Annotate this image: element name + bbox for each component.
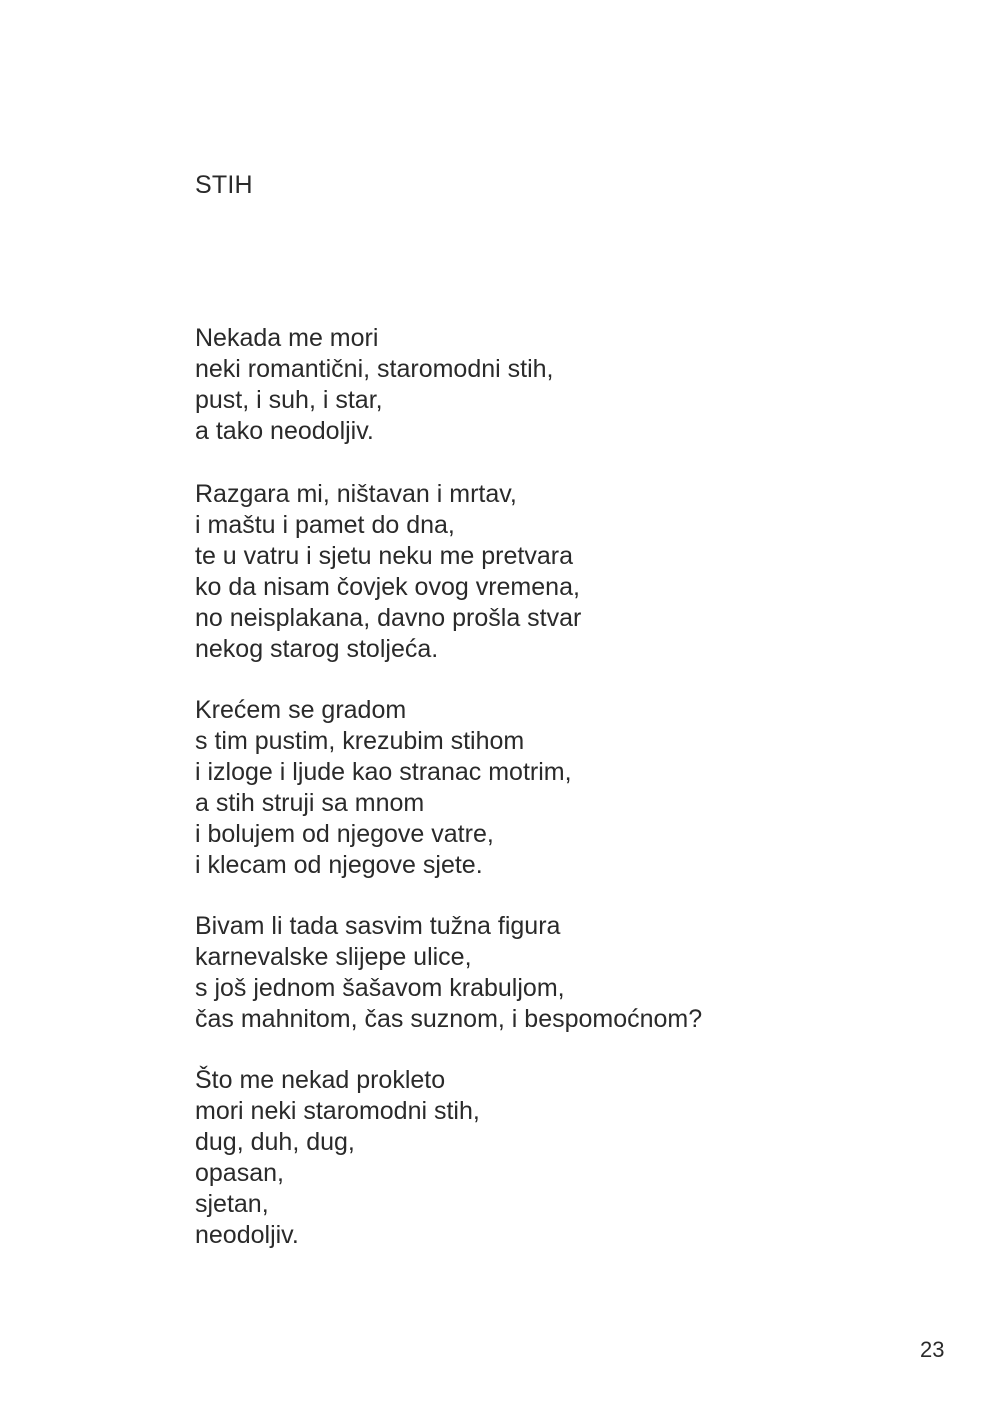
poem-line: i izloge i ljude kao stranac motrim, [195, 758, 572, 786]
poem-line: Nekada me mori [195, 324, 379, 352]
poem-line: mori neki staromodni stih, [195, 1097, 480, 1125]
poem-line: Krećem se gradom [195, 696, 407, 724]
poem-line: a tako neodoljiv. [195, 417, 374, 445]
poem-line: sjetan, [195, 1190, 269, 1218]
poem-line: neodoljiv. [195, 1221, 299, 1249]
poem-line: i maštu i pamet do dna, [195, 511, 455, 539]
poem-line: Razgara mi, ništavan i mrtav, [195, 480, 517, 508]
poem-line: neki romantični, staromodni stih, [195, 355, 554, 383]
poem-line: i bolujem od njegove vatre, [195, 820, 494, 848]
poem-line: opasan, [195, 1159, 284, 1187]
poem-line: dug, duh, dug, [195, 1128, 355, 1156]
stanza-3 [195, 695, 572, 881]
poem-line: s još jednom šašavom krabuljom, [195, 974, 565, 1002]
poem-line: no neisplakana, davno prošla stvar [195, 604, 582, 632]
poem-line: Bivam li tada sasvim tužna figura [195, 912, 561, 940]
poem-line: a stih struji sa mnom [195, 789, 425, 817]
poem-line: te u vatru i sjetu neku me pretvara [195, 542, 573, 570]
poem-line: čas mahnitom, čas suznom, i bespomoćnom? [195, 1005, 703, 1033]
poem-line: nekog starog stoljeća. [195, 635, 439, 663]
poem-line: ko da nisam čovjek ovog vremena, [195, 573, 580, 601]
poem-line: karnevalske slijepe ulice, [195, 943, 472, 971]
poem-line: Što me nekad prokleto [195, 1066, 446, 1094]
page-number: 23 [920, 1337, 945, 1362]
stanza-5 [195, 1065, 480, 1251]
poem-line: pust, i suh, i star, [195, 386, 383, 414]
stanza-1 [195, 323, 553, 447]
stanza-2 [195, 479, 581, 665]
poem-line: s tim pustim, krezubim stihom [195, 727, 525, 755]
poem-title: STIH [195, 171, 253, 199]
poem-line: i klecam od njegove sjete. [195, 851, 483, 879]
stanza-4 [195, 911, 702, 1035]
